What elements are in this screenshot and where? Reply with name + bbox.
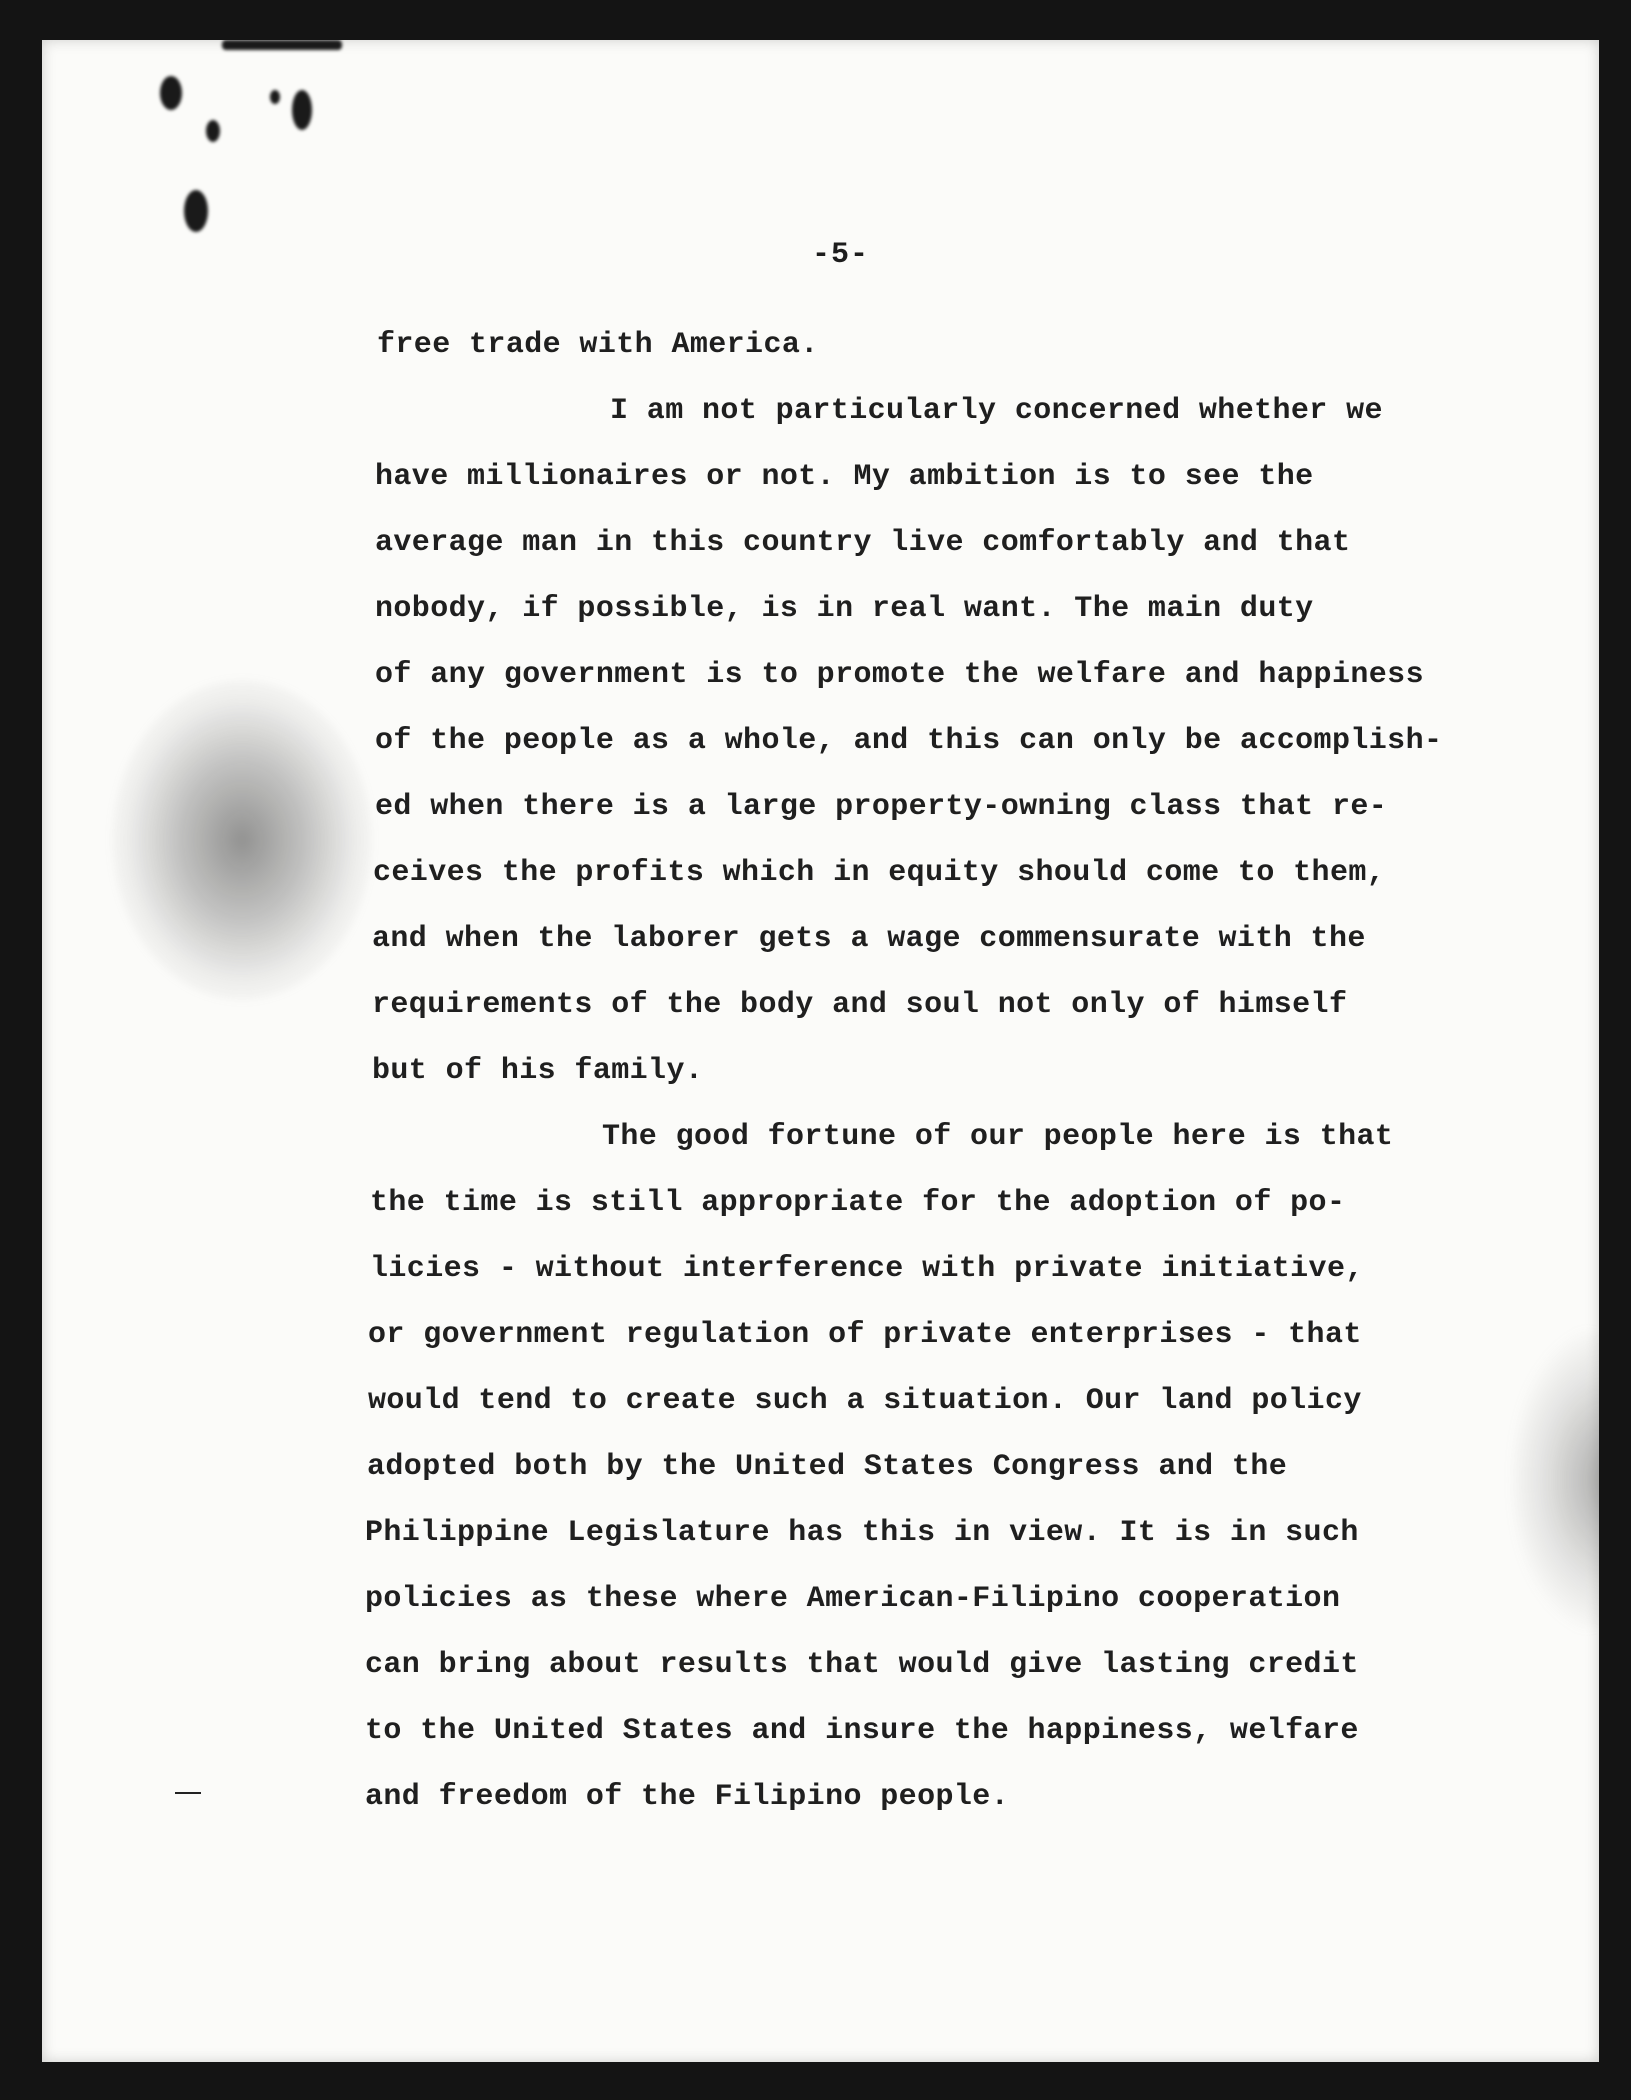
text-line: average man in this country live comfortably and that [375, 526, 1351, 560]
text-line: would tend to create such a situation. Our land policy [368, 1384, 1362, 1418]
ink-blot [160, 76, 182, 110]
text-line: ed when there is a large property-owning class that re- [375, 790, 1388, 824]
stain-left [112, 680, 372, 1000]
text-line: or government regulation of private enterprises - that [368, 1318, 1362, 1352]
text-line: nobody, if possible, is in real want. The main duty [375, 592, 1314, 626]
pencil-mark [175, 1792, 201, 1794]
paper-sheet [42, 40, 1599, 2062]
text-line: to the United States and insure the happiness, welfare [365, 1714, 1359, 1748]
text-line: requirements of the body and soul not only of himself [372, 988, 1348, 1022]
page-number: -5- [812, 238, 870, 272]
text-line: but of his family. [372, 1054, 704, 1088]
text-line: Philippine Legislature has this in view. It is in such [365, 1516, 1359, 1550]
ink-blot [222, 40, 342, 50]
ink-blot [270, 90, 280, 104]
text-line: have millionaires or not. My ambition is to see the [375, 460, 1314, 494]
ink-blot [292, 90, 312, 130]
text-line: The good fortune of our people here is that [602, 1120, 1394, 1154]
text-line: can bring about results that would give lasting credit [365, 1648, 1359, 1682]
text-line: I am not particularly concerned whether we [610, 394, 1383, 428]
text-line: and when the laborer gets a wage commensurate with the [372, 922, 1366, 956]
text-line: policies as these where American-Filipino cooperation [365, 1582, 1341, 1616]
text-line: ceives the profits which in equity should come to them, [373, 856, 1386, 890]
text-line: licies - without interference with private initiative, [370, 1252, 1364, 1286]
text-line: of any government is to promote the welfare and happiness [375, 658, 1424, 692]
ink-blot [184, 190, 208, 232]
text-line: the time is still appropriate for the adoption of po- [370, 1186, 1346, 1220]
stain-right [1512, 1330, 1599, 1630]
text-line: and freedom of the Filipino people. [365, 1780, 1010, 1814]
text-line: adopted both by the United States Congress and the [367, 1450, 1288, 1484]
ink-blot [206, 120, 220, 142]
text-line: of the people as a whole, and this can only be accomplish- [375, 724, 1443, 758]
text-line: free trade with America. [377, 328, 819, 362]
